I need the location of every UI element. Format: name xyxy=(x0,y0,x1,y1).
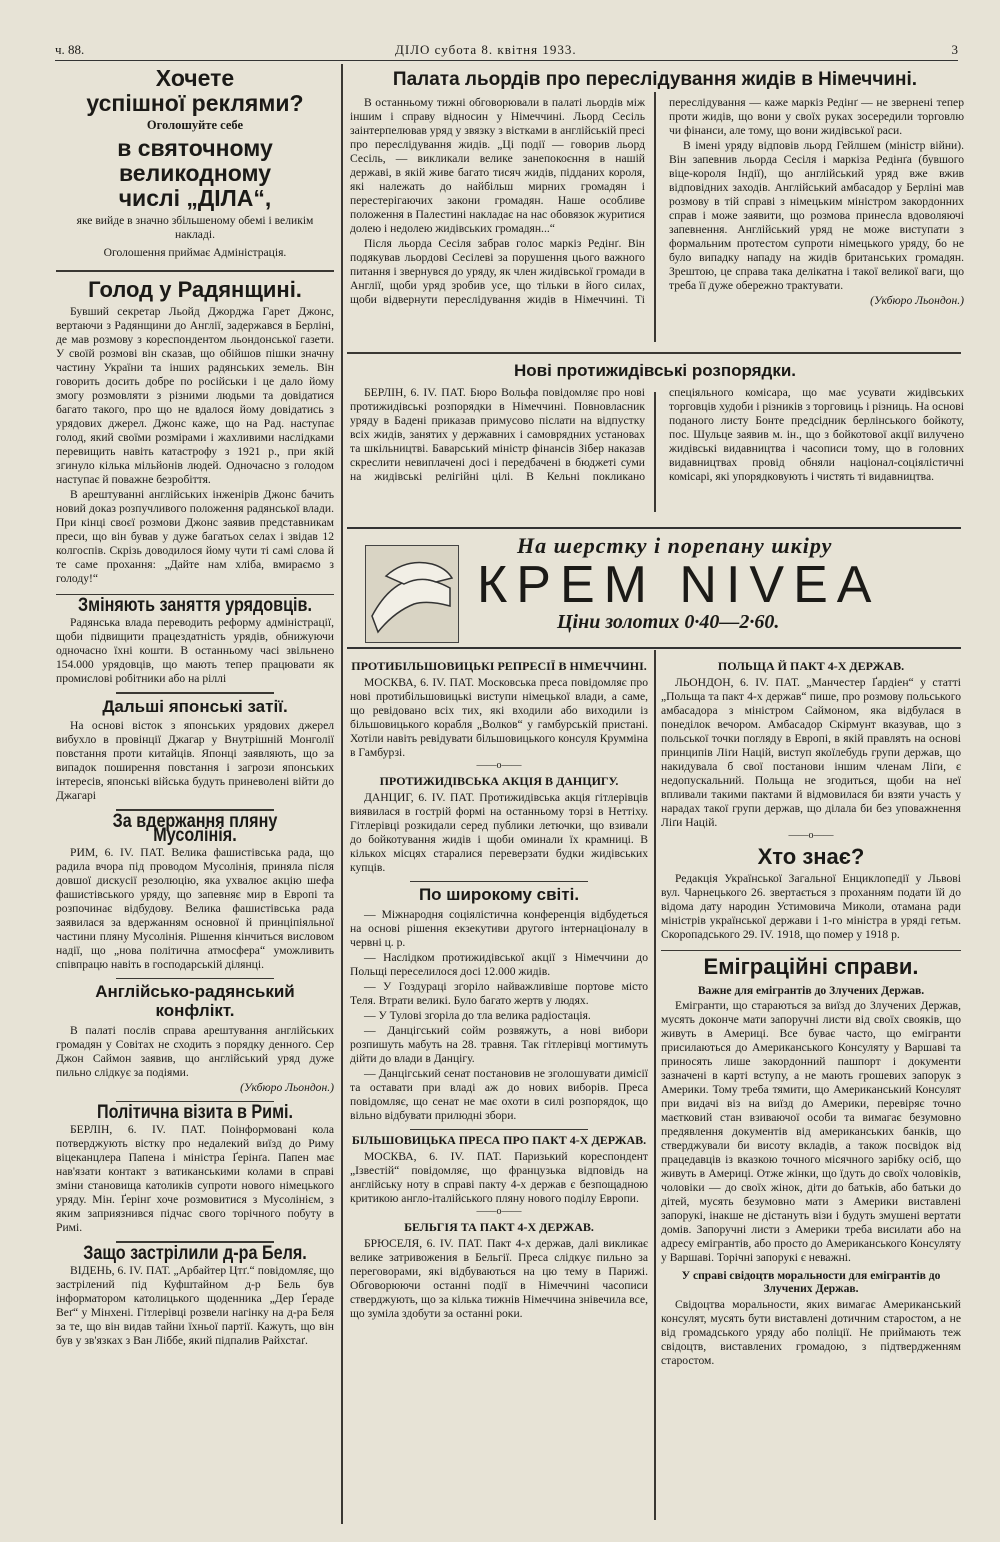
article-paragraph: РИМ, 6. IV. ПАТ. Велика фашистівська рада, що радила вчора під проводом Мусолінія, приняла після довшої дискусії резолюцію, яка ухвалює акцію шефа фашистівського уряду, що запевняє мир в Европі та розпочинає відбудову. Велика фашистівська рада заявилася за вдержанням основної й принціпіяльної частини пляну Мусолінія. Рішення кінчиться висловом надії, що „нова політична атмосфера“ уможливить співпрацю навіть в господарській ділянці. xyxy=(56,845,334,971)
divider xyxy=(116,692,274,694)
article-paragraph: В останньому тижні обговорювали в палаті льордів між іншим і справу відносин у Німеччині. Льорд Сесіль заінтерпелював уряд у звязку з вістками в англійській пресі про переслідування жидів. „Ці події — говорив льорд Сесіль, — викликали велике занепокоєння в нашій державі, в якій живе багато тисяч жидів, підданих короля, які належать до найбільш мирних громадян і перестерігаючих закони громадян. Наше особливе положення в Палестині накладає на нас обовязок журитися долею і недолею жидівських громадян...“ xyxy=(350,96,645,235)
rule-top-band xyxy=(347,352,961,354)
page-header xyxy=(55,40,958,61)
article-title: По широкому світі. xyxy=(418,885,580,905)
article-title: БЕЛЬГІЯ ТА ПАКТ 4-Х ДЕРЖАВ. xyxy=(404,1220,594,1235)
article-title: За вдержання пляну Мусолінія. xyxy=(112,810,278,846)
divider xyxy=(116,978,274,980)
nivea-brand: КРЕМ NIVEA xyxy=(477,556,881,614)
nivea-price: Ціни золотих 0·40—2·60. xyxy=(557,611,780,633)
ad-line-1: Хочете xyxy=(155,65,235,91)
ad-line-6: числі „ДІЛА“, xyxy=(118,185,272,211)
divider: ——o—— xyxy=(476,759,522,771)
article-paragraph: ЛЬОНДОН, 6. IV. ПАТ. „Манчестер Ґардіен“ у статті „Польща та пакт 4-х держав“ пише, про розмову польського амбасадора з міністром Саймоном, яка відбулася в понеділок вечором. Амбасадор Скірмунт вказував, що з польської точки погляду в Европі, в якій правлять на основі принципів Ліґи Націй, виступ якоїлебудь групи держав, що накидувала б свої постанови іншим членам Ліґи, є недопускальний. Польща не згодиться, щоби на неї впливали такими пактами й відмовилася би взяти участь у нарадах такої групи держав, що ділала би без уповажнення Ліґи Націй. xyxy=(661,675,961,829)
divider: ——o—— xyxy=(788,829,834,841)
news-item: — Данцігський сойм розвяжуть, а нові вибори розпишуть мабуть на 28. травня. Так гітлерівці могтимуть дійти до влади в Данцігу. xyxy=(350,1023,648,1065)
divider xyxy=(410,1129,588,1131)
article-paragraph: БРЮСЕЛЯ, 6. IV. ПАТ. Пакт 4-х держав, далі викликає велике затривожения в Бельгії. Преса слідкує пильно за переговорами, які відбуваються на цю тему в Парижі. Обговорюючи останні події в Німеччині часописи стверджують, що за кілька тижнів Німеччина знівечила все, що зуміла здобути за останні роки. xyxy=(350,1236,648,1320)
article-title: БІЛЬШОВИЦЬКА ПРЕСА ПРО ПАКТ 4-Х ДЕРЖАВ. xyxy=(351,1133,647,1148)
divider xyxy=(661,950,961,952)
article-paragraph: БЕРЛІН, 6. IV. ПАТ. Бюро Вольфа повідомляє про нові протижидівські розпорядки в Німеччині. Повновласник уряду в Бадені приказав примусово післати на відпустку всіх жидів, занятих у державних і самоврядних установах та шкільництві. Баварський міністр фінансів Зібер наказав скреслити невиплачені досі і передбачені в бюджеті суми на жидівські релігійні цілі. В Кельні покликано спеціяльного комісара, що має усувати жидівських торговців худоби і різників з торговиць і різниць. На основі поданого листу Бонте предсідник берлінського бойкоту, пос. Шульце заявив м. ін., що з бойкотової акції вилучено жидівські видавництва і часописи тому, що в головних видавництвах провід обняли націонал-соціялістичні комісарі, які упорядковують і чистять ті видавництва. xyxy=(350,386,964,483)
advert-nivea xyxy=(347,527,961,649)
article-title: Англійсько-радянський конфлікт. xyxy=(95,982,295,1021)
article-paragraph: Після льорда Сесіля забрав голос маркіз Редінґ. Він подякував льордові Сесілеві за порушення цього важного питання і звернувся до уряду, як член жидівської громади в Англії, щоби уряд зробив усе, що тільки в його силах, щоби відвернути переслідування жидів в Німеччині. Ті переслідування — каже маркіз Редінґ — не звернені тепер проти жидів, що вони у своїх руках зосередили торговлю чи фінанси, але тому, що вони жидівської раси. xyxy=(350,96,964,306)
page-number-left: ч. 88. xyxy=(55,42,85,57)
article-title: Защо застрілили д-ра Беля. xyxy=(83,1242,307,1264)
article-title: Еміграційні справи. xyxy=(703,954,919,980)
article-paragraph: В палаті послів справа арештування англійських громадян у Совітах не сходить з порядку денного. Сер Джон Саймон заявив, що англійський уряд дуже пильно слідкує за подіями. xyxy=(56,1023,334,1079)
article-title: Дальші японські затії. xyxy=(102,696,288,716)
news-item: — Данцігський сенат постановив не зголошувати димісії та оставати при владі аж до нових виборів. Преса повідомляє, що сенат не має охоти в силі розпорядок, що вільно відбувати прилюдні збори. xyxy=(350,1066,648,1122)
ad-line-8: Оголошення приймає Адміністрація. xyxy=(103,246,287,259)
divider xyxy=(410,881,588,883)
article-subtitle: Важне для емігрантів до Злучених Держав. xyxy=(697,983,925,997)
article-title: Хто знає? xyxy=(757,843,865,869)
advert-easter-issue xyxy=(56,66,334,260)
column-rule-1 xyxy=(341,64,343,1524)
article-lords-body xyxy=(350,96,964,346)
news-item: — Міжнародня соціялістична конференція відбудеться на основі рішення екзекутиви другого інтернаціоналу в червні ц. р. xyxy=(350,907,648,949)
article-paragraph: ДАНЦИГ, 6. IV. ПАТ. Протижидівська акція гітлерівців виявилася в гострій формі на останньому торзі в Неттіху. Гітлерівці розкидали серед публики летючки, що взивали до бойкотування жидів і щоби оминали їх крамниці. В кількох місцях старалися переверзати будки жидівських купців. xyxy=(350,790,648,874)
column-left xyxy=(56,66,334,1349)
column-right xyxy=(661,656,961,1369)
article-paragraph: Емігранти, що стараються за виїзд до Злучених Держав, мусять доконче мати запоручні листи від своїх свояків, що живуть в Америці. Все буває часто, що емігранти присилаються до Американського Консуляту у Варшаві та приносять лише закордонний пашпорт і документи зазначені в карті вступу, а не мають грошевих запорук з Америки. Тому треба тямити, що Американський Консулят при видачі віз на виїзд до Америки, перевіряє точно маєтковий стан взиваючої особи та вимагає безумовно предявлення документів від американських банків, що стверджували би висоту вкладів, а також посвідок від працедавців із вказкою точного місячного зарібку осіб, що живуть в Америці. Отже жінки, що їдуть до своїх чоловіків, чоловіки — до своїх жінок, діти до батьків, або батьки до дітей, мусять безумовно мати з Америки виставлені запорукі, інакше не дістануть візи і будуть змушені вертати домів. Запоручні листи з Америки треба висилати або на адресу емігрантів, або просто до Американського Консуляту у Варшаві. Торічні запорукі є неважні. xyxy=(661,999,961,1264)
article-title: Політична візита в Римі. xyxy=(96,1102,294,1124)
article-paragraph: БЕРЛІН, 6. IV. ПАТ. Поінформовані кола потверджують вістку про недалекий виїзд до Риму віцеканцлера Папена і міністра Ґерінґа. Папен має нав'язати контакт з ватиканськими колами в справі зміни становища католиків супроти нового німецького уряду. Мін. Ґерінґ хоче розмовитися з Мусолінієм, з яким заприязнився підчас свого торічного побуту в Римі. xyxy=(56,1123,334,1235)
article-paragraph: МОСКВА, 6. IV. ПАТ. Московська преса повідомляє про нові протибільшовицькі виступи німецької влади, а саме, що ревідовано всіх тих, які входили або виходили із більшовицького корабля „Волков“ у гамбурській пристані. Хотіли навіть ревідувати більшовицького консуля Крумміна в Гамбурзі. xyxy=(350,675,648,759)
article-antijewish-body xyxy=(350,386,964,514)
article-paragraph: В імені уряду відповів льорд Гейлшем (міністр війни). Він запевнив льорда Сесіля і маркіза Редінґа (бувшого віце-короля Індії), що англійський уряд вже вжив відповідних заходів. Англійський амбасадор у Берліні мав розмову в тій справі з німецьким міністром закордонних справ і може заявити, що розмова принесла вдоволяючі запевнення. Англійський уряд не може виступати з формальним протестом супроти німецького уряду, бо не було випадку нападу на жидів британських громадян. Зрештою, це справа така делікатна і такої великої ваги, що треба її дуже обережно трактувати. xyxy=(669,139,964,292)
nivea-tagline: На шерстку і порепану шкіру xyxy=(517,533,833,558)
article-title: ПРОТИБІЛЬШОВИЦЬКІ РЕПРЕСІЇ В НІМЕЧЧИНІ. xyxy=(351,659,647,673)
article-title: ПОЛЬЩА Й ПАКТ 4-Х ДЕРЖАВ. xyxy=(717,659,905,673)
ad-line-3: Оголошуйте себе xyxy=(146,118,244,132)
page-number-right: 3 xyxy=(951,42,958,57)
hands-icon xyxy=(366,546,458,642)
article-title: ПРОТИЖИДІВСЬКА АКЦІЯ В ДАНЦИГУ. xyxy=(379,773,619,788)
article-paragraph: МОСКВА, 6. IV. ПАТ. Паризький кореспондент „Ізвестій“ повідомляє, що французька відповідь на англійську ноту в справі пакту 4-х держав є безпощадною критикою англо-італійського пляну нового поділу Европи. xyxy=(350,1150,648,1206)
article-title: Нові протижидівські розпорядки. xyxy=(513,361,797,380)
news-item: — У Тулові згоріла до тла велика радіостація. xyxy=(364,1008,591,1022)
article-title: Голод у Радянщині. xyxy=(88,276,302,302)
ad-line-2: успішної реклями? xyxy=(86,90,304,116)
article-paragraph: Радянська влада переводить реформу адміністрації, щоби підвищити працездатність урядів, обнижуючи одночасно їхні кошти. В останньому часі звільнено 154.000 урядовців, що мають тепер працювати як промислові робітники або на ріллі xyxy=(56,616,334,686)
article-paragraph: Бувший секретар Льойд Джорджа Гарет Джонс, вертаючи з Радянщини до Англії, задержався в Берліні, де мав розмову з кореспондентом льондонської газети. У своїй розмові він сказав, що обійшов пішки значну частину України та інших радянських земель. Він говорить досить добре по російськи і це дало йому змогу розмовляти з різними людьми та довідатися багато такого, про що не вдалося йому довідатись з урядових джерел. Джонс каже, що на Рад. наступає голод, який своїми розмірами і жахливими наслідками перевищить навіть катастрофу з 1921 р., при якій згинуло кілька мільйонів людей. Одночасно з голодом наступає й поважне безробіття. xyxy=(56,304,334,486)
ad-line-5: великодному xyxy=(118,160,272,186)
article-paragraph: Свідоцтва моральности, яких вимагає Американський консулят, мусять бути виставлені дотичним старостом, а не від громадського уряду або поліції. Не приймають теж свідоцтв, виставлених громадою, з підтвердженням старостом. xyxy=(661,1297,961,1367)
news-item: — Наслідком протижидівської акції з Німеччини до Польщі переселилося досі 12.000 жидів. xyxy=(350,950,648,978)
article-title: Палата льордів про переслідування жидів в Німеччині. xyxy=(392,69,918,90)
divider: ——o—— xyxy=(476,1206,522,1218)
article-paragraph: В арештуванні англійських інженірів Джонс бачить новий доказ розпучливого положення радянської влади. При кінці своєї розмови Джонс заявив представникам преси, що він бував у дуже багатьох селах і звідав 12 колгоспів. Скрізь доводилося йому чути ті самі слова й те саме прохання: „Дайте нам хліба, вмираємо з голоду!“ xyxy=(56,487,334,585)
article-title: Зміняють заняття урядовців. xyxy=(78,595,312,617)
column-rule-bottom-middle xyxy=(654,650,656,1520)
ad-line-4: в святочному xyxy=(117,135,273,161)
masthead-dateline: ДІЛО субота 8. квітня 1933. xyxy=(395,42,577,57)
news-item: — У Гоздураці згоріло найважливіше портове місто Теля. Втрати великі. Було багато жертв у людях. xyxy=(350,979,648,1007)
column-middle xyxy=(350,656,648,1322)
article-paragraph: ВІДЕНЬ, 6. IV. ПАТ. „Арбайтер Цтґ.“ повідомляє, що застрілений під Куфштайном д-р Бель був інформатором католицького щоденника „Дер Ґераде Веґ“ у Мінхені. Гітлерівці розвели нагінку на д-ра Беля за те, що він видав тайни їхньої партії. Кажуть, що він був у зв'язках з Ван Ліббе, який підпалив Райхстаґ. xyxy=(56,1263,334,1347)
article-paragraph: На основі вісток з японських урядових джерел вибухло в провінції Джагар у Внутрішній Монголії повстання проти китайців. Японці заявляють, що за випадок поширення повстання і загрози японських інтересів, японські війська будуть приневолені війти до Джагарі xyxy=(56,719,334,803)
source-credit: (Укбюро Льондон.) xyxy=(870,294,964,307)
source-credit: (Укбюро Льондон.) xyxy=(240,1080,334,1094)
article-paragraph: Редакція Української Загальної Енциклопедії у Львові вул. Чарнецького 26. звертається з проханням подати їй до відома дату народин Устимовича Миколи, отамана ради міністрів української держави і 1-го міністра в уряді гетьм. Скоропадського 29. IV. 1918, що помер у 1918 р. xyxy=(661,871,961,941)
divider xyxy=(56,270,334,272)
article-subtitle: У справі свідоцтв моральности для емігрантів до Злучених Держав. xyxy=(681,1269,941,1296)
hands-illustration xyxy=(365,545,459,643)
ad-line-7: яке вийде в значно збільшеному обемі і великім накладі. xyxy=(76,214,314,241)
